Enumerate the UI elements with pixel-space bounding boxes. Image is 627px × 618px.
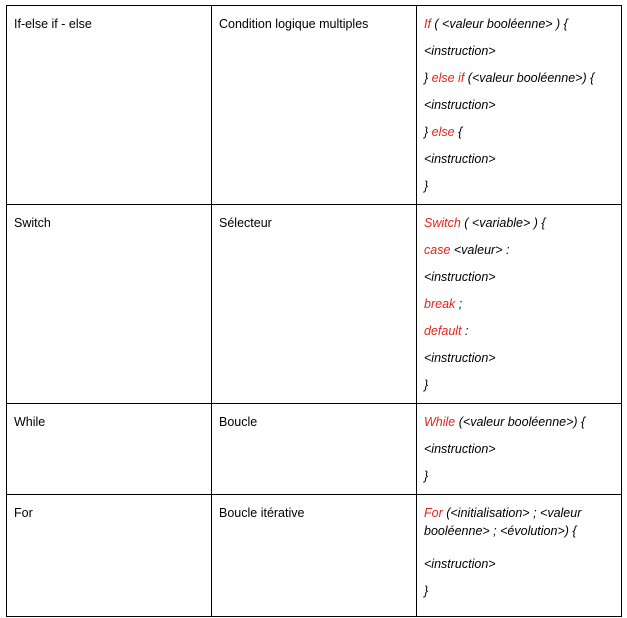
statement-description: Sélecteur xyxy=(219,216,272,230)
code-text: ( <valeur booléenne> ) { xyxy=(430,17,568,31)
statement-description-cell xyxy=(212,404,417,495)
code-line xyxy=(424,177,614,204)
code-line xyxy=(424,582,614,609)
code-keyword: default xyxy=(424,324,462,338)
code-line xyxy=(424,150,614,177)
code-text: <valeur> : xyxy=(450,243,510,257)
code-line xyxy=(424,268,614,295)
code-block xyxy=(424,504,614,609)
syntax-table xyxy=(6,5,622,617)
code-line xyxy=(424,322,614,349)
statement-description: Boucle xyxy=(219,415,258,429)
statement-name: While xyxy=(14,415,46,429)
code-keyword: If xyxy=(424,17,431,31)
table-row-while xyxy=(7,404,622,495)
statement-name-cell xyxy=(7,6,212,205)
code-text: <instruction> xyxy=(424,270,496,284)
code-text: { xyxy=(454,125,463,139)
code-line xyxy=(424,376,614,403)
code-text: } xyxy=(424,584,429,598)
statement-syntax-cell xyxy=(417,495,622,617)
code-text: <instruction> xyxy=(424,98,496,112)
code-text: (<valeur booléenne>) { xyxy=(455,415,586,429)
statement-description: Boucle itérative xyxy=(219,506,305,520)
statement-description: Condition logique multiples xyxy=(219,17,369,31)
code-text: } xyxy=(424,179,429,193)
code-line xyxy=(424,349,614,376)
code-text: <instruction> xyxy=(424,152,496,166)
code-text: } xyxy=(424,378,429,392)
code-line xyxy=(424,467,614,494)
statement-name: If-else if - else xyxy=(14,17,92,31)
code-keyword: break xyxy=(424,297,456,311)
code-text: (<valeur booléenne>) { xyxy=(464,71,595,85)
code-line xyxy=(424,69,614,96)
code-line xyxy=(424,96,614,123)
code-line xyxy=(424,504,614,540)
code-text: ; xyxy=(455,297,463,311)
code-line xyxy=(424,295,614,322)
code-keyword: For xyxy=(424,506,443,520)
code-text: <instruction> xyxy=(424,442,496,456)
table-row-for xyxy=(7,495,622,617)
code-block xyxy=(424,214,614,403)
code-block xyxy=(424,413,614,494)
code-text: <instruction> xyxy=(424,557,496,571)
code-punctuation: } xyxy=(424,71,432,85)
statement-description-cell xyxy=(212,6,417,205)
code-keyword: case xyxy=(424,243,451,257)
code-text: (<initialisation> ; <valeur booléenne> ; <évolution>) { xyxy=(424,506,582,538)
table-row-if-else xyxy=(7,6,622,205)
code-keyword: else xyxy=(431,125,455,139)
code-line xyxy=(424,413,614,440)
code-line xyxy=(424,15,614,42)
code-line xyxy=(424,214,614,241)
code-text: <instruction> xyxy=(424,44,496,58)
code-keyword: else if xyxy=(431,71,465,85)
statement-name-cell xyxy=(7,495,212,617)
code-text: ( <variable> ) { xyxy=(460,216,546,230)
code-text: <instruction> xyxy=(424,351,496,365)
statement-description-cell xyxy=(212,205,417,404)
code-text: } xyxy=(424,469,429,483)
table-row-switch xyxy=(7,205,622,404)
code-line xyxy=(424,42,614,69)
statement-syntax-cell xyxy=(417,404,622,495)
code-text: : xyxy=(461,324,469,338)
code-punctuation: } xyxy=(424,125,432,139)
code-block xyxy=(424,15,614,204)
statement-syntax-cell xyxy=(417,205,622,404)
statement-name: For xyxy=(14,506,33,520)
code-line xyxy=(424,241,614,268)
code-line xyxy=(424,440,614,467)
code-keyword: Switch xyxy=(424,216,461,230)
code-line xyxy=(424,555,614,582)
statement-name-cell xyxy=(7,404,212,495)
code-keyword: While xyxy=(424,415,456,429)
code-line xyxy=(424,123,614,150)
statement-syntax-cell xyxy=(417,6,622,205)
statement-description-cell xyxy=(212,495,417,617)
statement-name-cell xyxy=(7,205,212,404)
statement-name: Switch xyxy=(14,216,51,230)
